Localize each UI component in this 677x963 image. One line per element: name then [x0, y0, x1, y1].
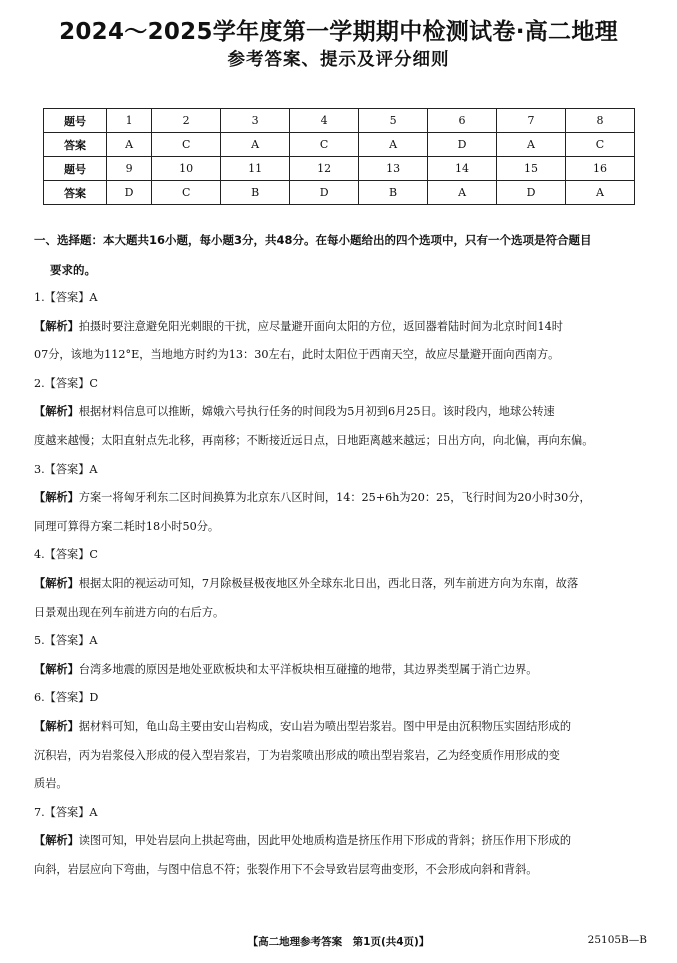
table-cell: 15	[497, 157, 566, 181]
table-cell: 8	[566, 109, 635, 133]
analysis-label: 【解析】	[34, 319, 79, 333]
analysis-text: 同理可算得方案二耗时18小时50分。	[34, 519, 220, 533]
section-heading-line-2: 要求的。	[50, 263, 96, 277]
footer-page-label: 【高二地理参考答案 第1页(共4页)】	[247, 936, 430, 948]
table-cell: 2	[152, 109, 221, 133]
footer-code: 25105B—B	[587, 934, 647, 946]
table-cell: 5	[359, 109, 428, 133]
table-cell: D	[107, 181, 152, 205]
analysis-text: 根据材料信息可以推断，嫦娥六号执行任务的时间段为5月初到6月25日。该时段内，地球公转速	[78, 405, 555, 419]
analysis-line	[34, 663, 646, 677]
table-cell: 14	[428, 157, 497, 181]
table-cell: A	[359, 133, 428, 157]
analysis-text: 读图可知，甲处岩层向上拱起弯曲，因此甲处地质构造是挤压作用下形成的背斜；挤压作用下形成的	[78, 834, 572, 848]
table-cell: 1	[107, 109, 152, 133]
analysis-line	[34, 863, 646, 877]
answer-table	[43, 108, 635, 205]
page-title: 2024～2025学年度第一学期期中检测试卷·高二地理	[59, 19, 618, 45]
section-heading-line-1: 一、选择题：本大题共16小题，每小题3分，共48分。在每小题给出的四个选项中，只有一个选项是符合题目	[34, 233, 592, 247]
table-cell: D	[428, 133, 497, 157]
question-answer-heading: 3.【答案】A	[34, 462, 98, 476]
analysis-line	[34, 749, 646, 763]
table-row-answers	[44, 133, 635, 157]
question-answer-heading: 6.【答案】D	[34, 691, 99, 705]
table-cell: 10	[152, 157, 221, 181]
analysis-text: 据材料可知，龟山岛主要由安山岩构成，安山岩为喷出型岩浆岩。图中甲是由沉积物压实固结形成的	[78, 720, 572, 733]
table-cell: C	[290, 133, 359, 157]
analysis-label: 【解析】	[34, 662, 79, 676]
analysis-text: 07分，该地为112°E，当地地方时约为13：30左右，此时太阳位于西南天空，故应尽量避开面向西南方。	[34, 348, 560, 362]
table-cell: 7	[497, 109, 566, 133]
analysis-text: 根据太阳的视运动可知，7月除极昼极夜地区外全球东北日出，西北日落，列车前进方向为东南，故落	[78, 577, 579, 590]
table-cell: 6	[428, 109, 497, 133]
analysis-text: 方案一将匈牙利东二区时间换算为北京东八区时间，14：25+6h为20：25，飞行时间为20小时30分，	[78, 491, 591, 505]
analysis-text: 度越来越慢；太阳直射点先北移，再南移；不断接近远日点，日地距离越来越远；日出方向，向北偏，再向东偏。	[34, 434, 594, 447]
table-cell: A	[566, 181, 635, 205]
table-cell: D	[290, 181, 359, 205]
analysis-text: 沉积岩，丙为岩浆侵入形成的侵入型岩浆岩，丁为岩浆喷出形成的喷出型岩浆岩，乙为经变质作用形成的变	[34, 748, 560, 762]
table-row-numbers	[44, 109, 635, 133]
table-row-label: 答案	[44, 181, 107, 205]
table-row-numbers	[44, 157, 635, 181]
question-answer-heading: 7.【答案】A	[34, 805, 98, 819]
analysis-label: 【解析】	[34, 720, 79, 733]
analysis-line	[34, 606, 646, 620]
table-cell: 12	[290, 157, 359, 181]
analysis-text: 质岩。	[34, 777, 68, 791]
table-row-label: 答案	[44, 133, 107, 157]
analysis-text: 拍摄时要注意避免阳光刺眼的干扰，应尽量避开面向太阳的方位，返回器着陆时间为北京时间14时	[78, 319, 563, 333]
analysis-line	[34, 320, 646, 334]
table-cell: B	[221, 181, 290, 205]
table-cell: D	[497, 181, 566, 205]
table-cell: A	[497, 133, 566, 157]
table-cell: A	[107, 133, 152, 157]
analysis-label: 【解析】	[34, 577, 79, 590]
question-answer-heading: 4.【答案】C	[34, 548, 98, 562]
table-cell: A	[221, 133, 290, 157]
analysis-label: 【解析】	[34, 405, 79, 419]
analysis-line	[34, 491, 646, 505]
table-row-answers	[44, 181, 635, 205]
table-cell: 13	[359, 157, 428, 181]
question-answer-heading: 5.【答案】A	[34, 634, 98, 648]
table-cell: B	[359, 181, 428, 205]
analysis-line	[34, 777, 646, 791]
page-subtitle: 参考答案、提示及评分细则	[227, 50, 450, 70]
analysis-line	[34, 434, 646, 448]
analysis-text: 向斜，岩层应向下弯曲，与图中信息不符；张裂作用下不会导致岩层弯曲变形，不会形成向斜和背斜。	[34, 863, 538, 876]
analysis-label: 【解析】	[34, 834, 79, 848]
analysis-line	[34, 405, 646, 419]
analysis-text: 台湾多地震的原因是地处亚欧板块和太平洋板块相互碰撞的地带，其边界类型属于消亡边界。	[78, 662, 538, 676]
table-cell: C	[152, 181, 221, 205]
table-row-label: 题号	[44, 157, 107, 181]
table-cell: 9	[107, 157, 152, 181]
table-row-label: 题号	[44, 109, 107, 133]
analysis-line	[34, 348, 646, 362]
table-cell: C	[566, 133, 635, 157]
table-cell: A	[428, 181, 497, 205]
analysis-line	[34, 720, 646, 734]
table-cell: 11	[221, 157, 290, 181]
analysis-text: 日景观出现在列车前进方向的右后方。	[34, 605, 225, 619]
analysis-line	[34, 834, 646, 848]
analysis-line	[34, 520, 646, 534]
table-cell: 4	[290, 109, 359, 133]
table-cell: 16	[566, 157, 635, 181]
analysis-label: 【解析】	[34, 491, 79, 505]
analysis-line	[34, 577, 646, 591]
table-cell: 3	[221, 109, 290, 133]
table-cell: C	[152, 133, 221, 157]
question-answer-heading: 2.【答案】C	[34, 376, 98, 390]
question-answer-heading: 1.【答案】A	[34, 291, 98, 304]
